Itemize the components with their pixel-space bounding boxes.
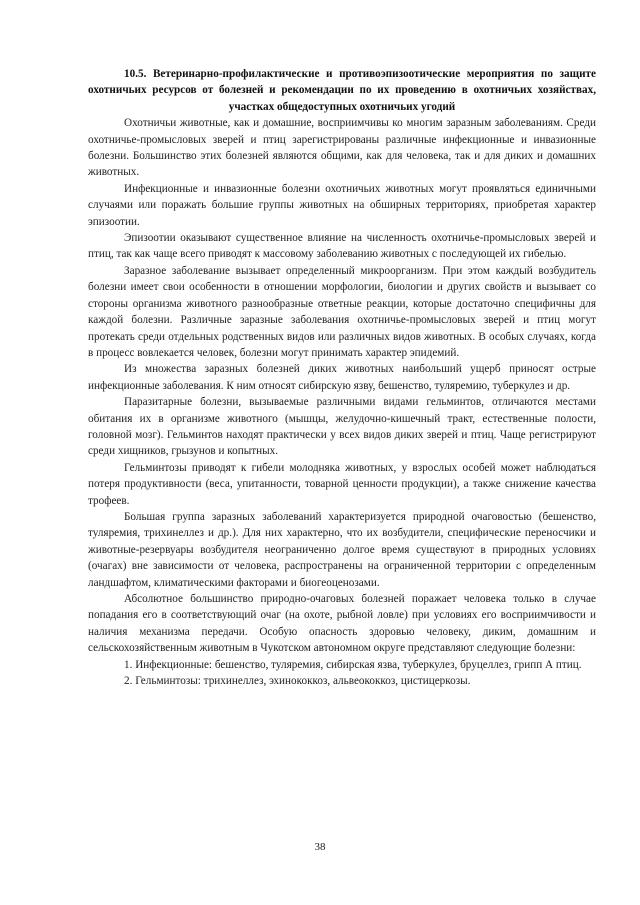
section-heading: 10.5. Ветеринарно-профилактические и противоэпизоотические мероприятия по защите охотничьих ресурсов от болезней и рекомендации по их проведению в охотничьих хозяйствах, участках общедоступных охотничьих угодий bbox=[88, 68, 596, 113]
paragraph: Инфекционные и инвазионные болезни охотничьих животных могут проявляться единичными случаями или поражать большие группы животных на обширных территориях, приобретая характер эпизоотии. bbox=[88, 182, 596, 228]
page-number: 38 bbox=[314, 841, 326, 853]
list-item: 2. Гельминтозы: трихинеллез, эхинококкоз, альвеококкоз, цистицеркозы. bbox=[124, 675, 471, 688]
paragraph: Охотничьи животные, как и домашние, восприимчивы ко многим заразным заболеваниям. Среди охотничье-промысловых зверей и птиц зарегистрированы различные инфекционные и инвазионные болезни. Большинство этих болезней являются общими, как для человека, так и для диких и домашних животных. bbox=[88, 117, 596, 179]
paragraph: Паразитарные болезни, вызываемые различными видами гельминтов, отличаются местами обитания их в организме животного (мышцы, желудочно-кишечный тракт, естественные полости, головной мозг). Гельминтов находят практически у всех видов диких зверей и птиц. Чаще регистрируют среди хищников, грызунов и копытных. bbox=[88, 396, 596, 458]
page-content bbox=[88, 66, 596, 689]
paragraph: Большая группа заразных заболеваний характеризуется природной очаговостью (бешенство, туляремия, трихинеллез и др.). Для них характерно, что их возбудители, специфические переносчики и животные-резервуары возбудителя неограниченно долгое время существуют в природных условиях (очагах) вне зависимости от человека, распространены на ограниченной территории с определенным ландшафтом, климатическими факторами и биогеоценозами. bbox=[88, 510, 596, 589]
paragraph: Гельминтозы приводят к гибели молодняка животных, у взрослых особей может наблюдаться потеря продуктивности (веса, упитанности, товарной ценности продукции), а также снижение качества трофеев. bbox=[88, 461, 596, 507]
paragraph: Эпизоотии оказывают существенное влияние на численность охотничье-промысловых зверей и птиц, так как чаще всего приводят к массовому заболеванию животных с последующей их гибелью. bbox=[88, 232, 596, 261]
paragraph: Заразное заболевание вызывает определенный микроорганизм. При этом каждый возбудитель болезни имеет свои особенности в отношении морфологии, биологии и других свойств и вызывает со стороны организма животного разнообразные ответные реакции, которые достаточно специфичны для каждой болезни. Различные заразные заболевания охотничье-промысловых зверей и птиц могут протекать среди отдельных родственных видов или различных видов животных. В особых случаях, когда в процесс вовлекается человек, болезни могут принимать характер эпидемий. bbox=[88, 264, 596, 359]
list-item: 1. Инфекционные: бешенство, туляремия, сибирская язва, туберкулез, бруцеллез, грипп А птиц. bbox=[124, 658, 582, 671]
paragraph: Из множества заразных болезней диких животных наибольший ущерб приносят острые инфекционные заболевания. К ним относят сибирскую язву, бешенство, туляремию, туберкулез и др. bbox=[88, 363, 596, 392]
paragraph: Абсолютное большинство природно-очаговых болезней поражает человека только в случае попадания его в соответствующий очаг (на охоте, рыбной ловле) при условиях его восприимчивости и наличия механизма передачи. Особую опасность здоровью человеку, диким, домашним и сельскохозяйственным животным в Чукотском автономном округе представляют следующие болезни: bbox=[88, 593, 596, 655]
